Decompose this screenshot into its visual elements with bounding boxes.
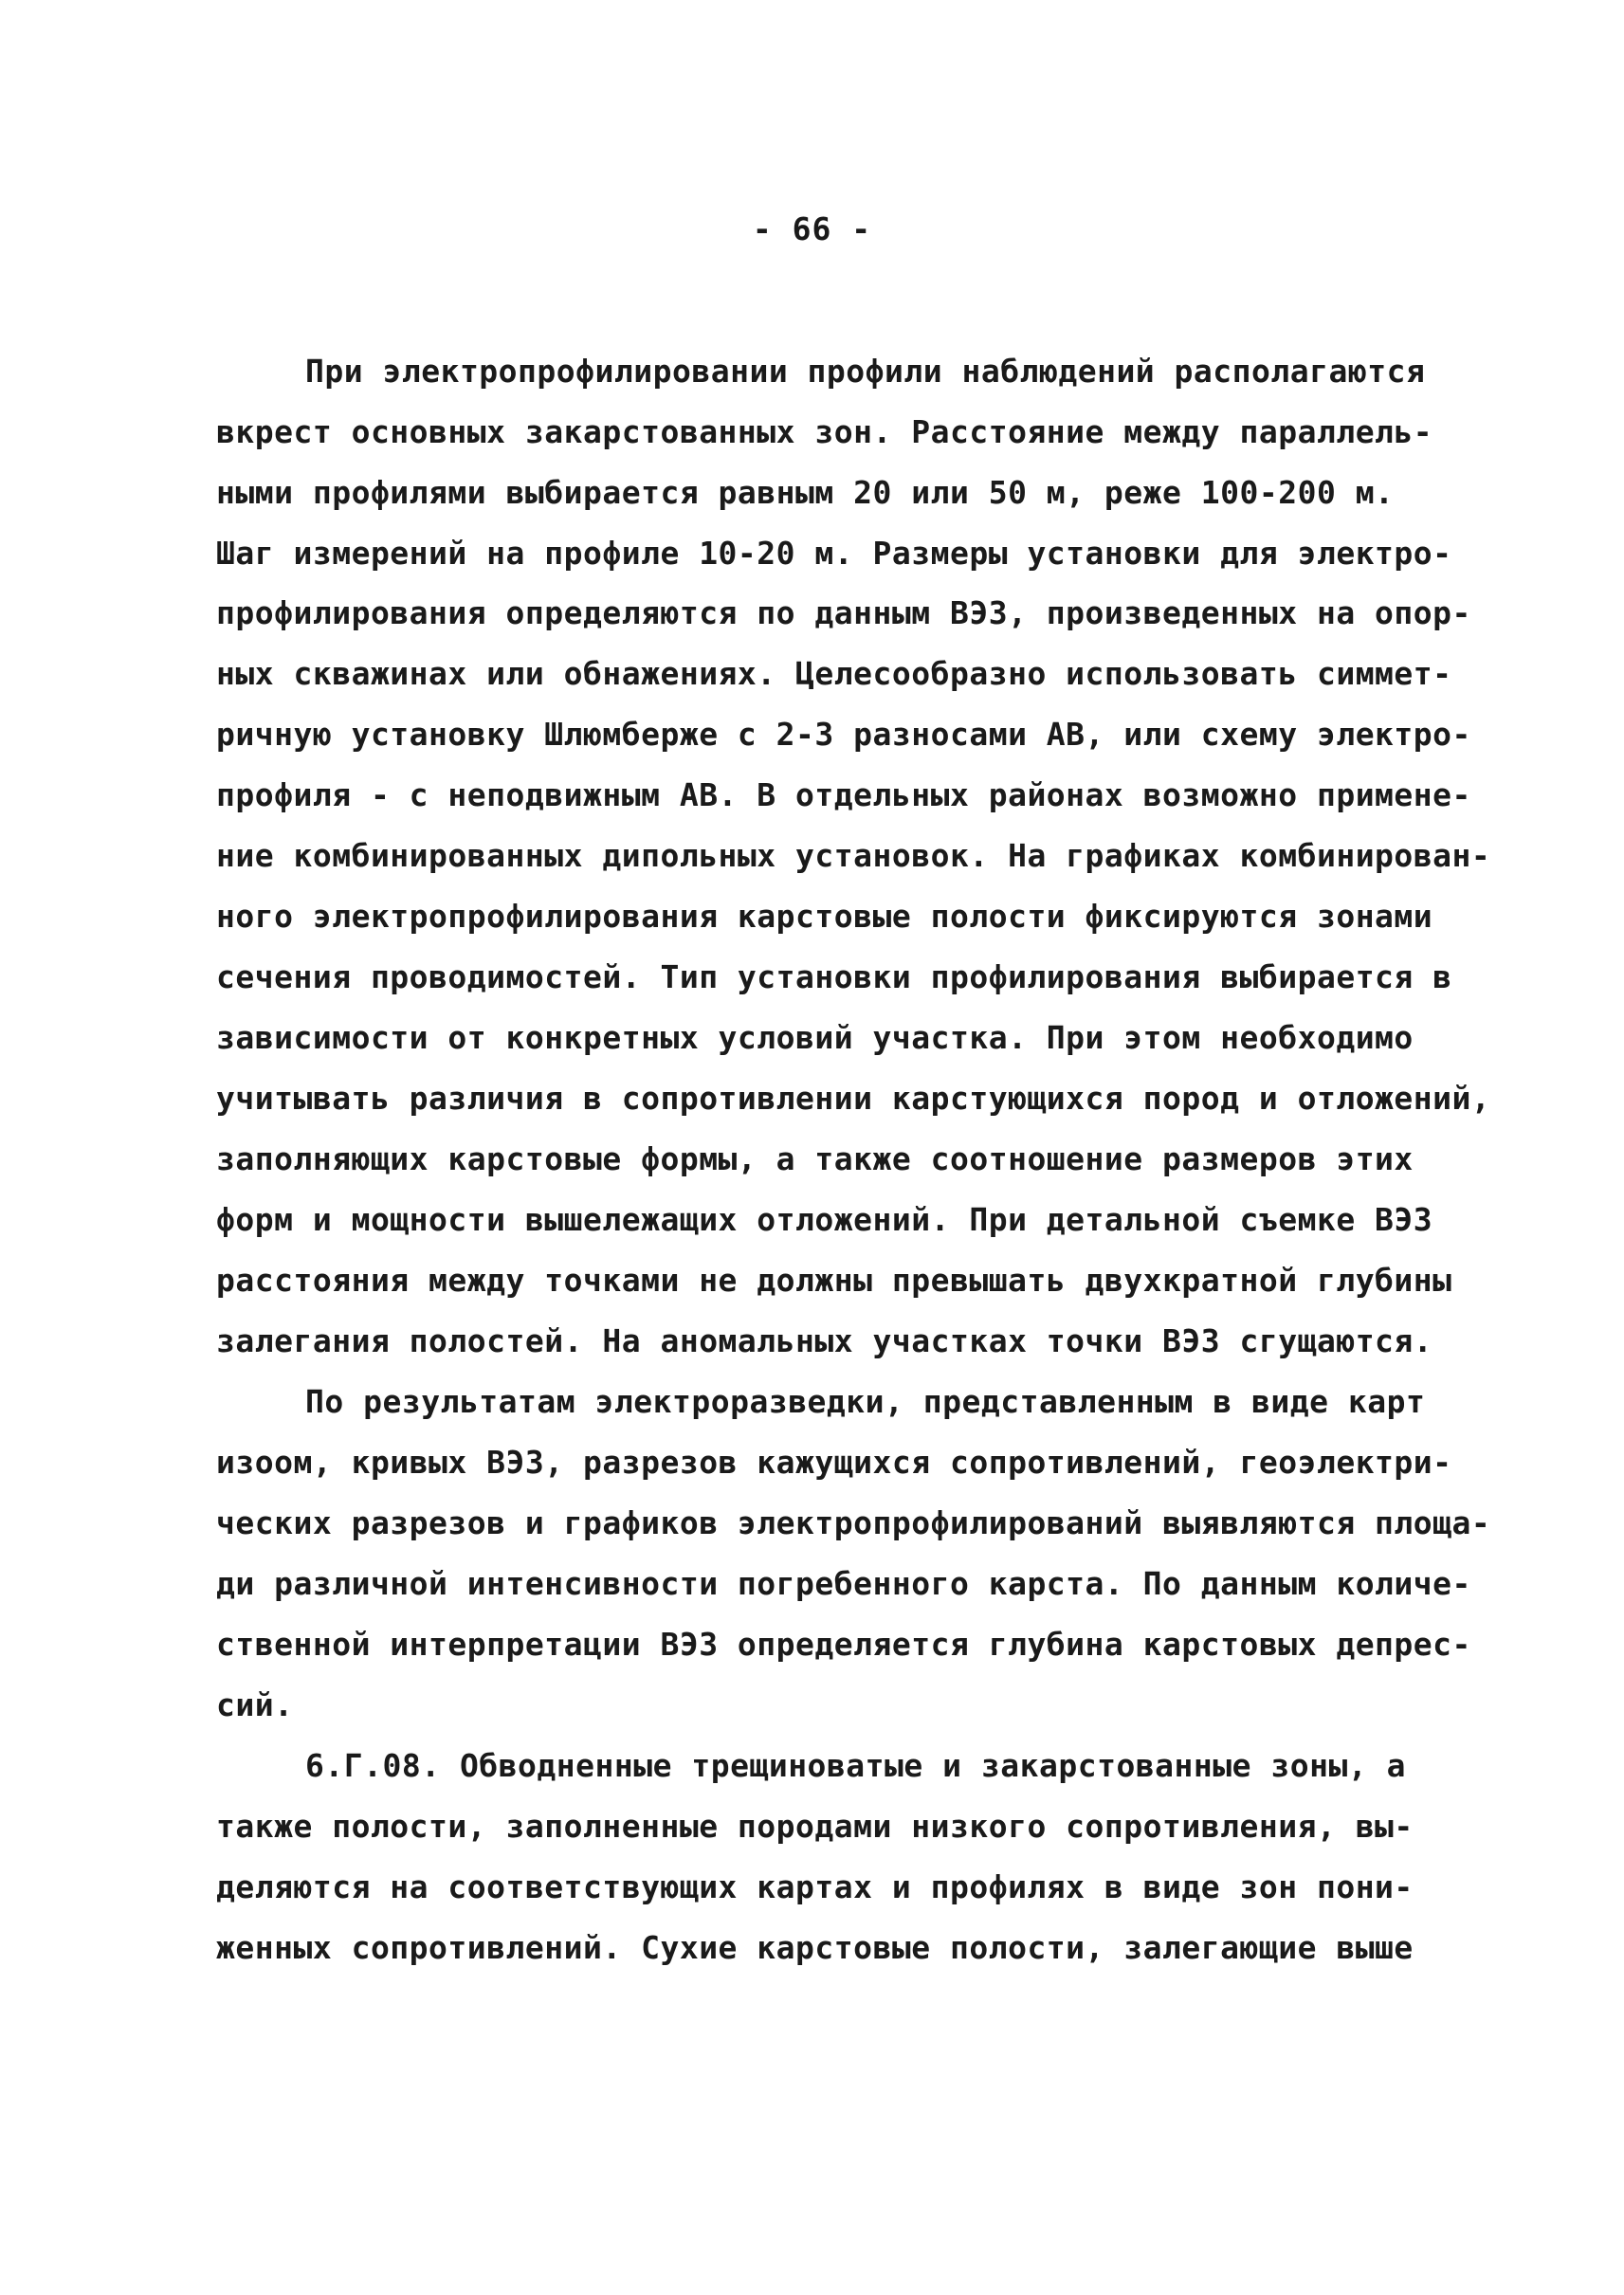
text-line: ние комбинированных дипольных установок. На графиках комбинирован- bbox=[216, 837, 1491, 874]
text-line: заполняющих карстовые формы, а также соотношение размеров этих bbox=[216, 1140, 1414, 1177]
text-line: По результатам электроразведки, представленным в виде карт bbox=[305, 1383, 1426, 1420]
page-number: - 66 - bbox=[752, 210, 872, 247]
text-line: ных скважинах или обнажениях. Целесообразно использовать симмет- bbox=[216, 655, 1452, 692]
text-line: ного электропрофилирования карстовые полости фиксируются зонами bbox=[216, 898, 1433, 935]
text-line: вкрест основных закарстованных зон. Расстояние между параллель- bbox=[216, 413, 1433, 450]
text-line: также полости, заполненные породами низкого сопротивления, вы- bbox=[216, 1808, 1414, 1845]
text-line: При электропрофилировании профили наблюдений располагаются bbox=[305, 353, 1426, 390]
text-line: форм и мощности вышележащих отложений. При детальной съемке ВЭЗ bbox=[216, 1201, 1433, 1238]
text-line: деляются на соответствующих картах и профилях в виде зон пони- bbox=[216, 1868, 1414, 1905]
text-line: 6.Г.08. Обводненные трещиноватые и закарстованные зоны, а bbox=[305, 1747, 1406, 1784]
text-line: ственной интерпретации ВЭЗ определяется глубина карстовых депрес- bbox=[216, 1626, 1471, 1663]
text-line: профилирования определяются по данным ВЭЗ, произведенных на опор- bbox=[216, 594, 1471, 631]
text-line: расстояния между точками не должны превышать двухкратной глубины bbox=[216, 1262, 1452, 1299]
text-line: учитывать различия в сопротивлении карстующихся пород и отложений, bbox=[216, 1080, 1491, 1117]
text-line: ными профилями выбирается равным 20 или 50 м, реже 100-200 м. bbox=[216, 474, 1395, 511]
text-line: изоом, кривых ВЭЗ, разрезов кажущихся сопротивлений, геоэлектри- bbox=[216, 1444, 1452, 1481]
text-line: зависимости от конкретных условий участка. При этом необходимо bbox=[216, 1019, 1414, 1056]
text-line: ричную установку Шлюмберже с 2-3 разносами АВ, или схему электро- bbox=[216, 716, 1471, 753]
text-line: ди различной интенсивности погребенного карста. По данным количе- bbox=[216, 1565, 1471, 1602]
text-line: Шаг измерений на профиле 10-20 м. Размеры установки для электро- bbox=[216, 535, 1452, 572]
text-line: залегания полостей. На аномальных участках точки ВЭЗ сгущаются. bbox=[216, 1322, 1433, 1359]
text-line: профиля - с неподвижным АВ. В отдельных районах возможно примене- bbox=[216, 776, 1471, 813]
text-line: женных сопротивлений. Сухие карстовые полости, залегающие выше bbox=[216, 1929, 1414, 1966]
text-line: сечения проводимостей. Тип установки профилирования выбирается в bbox=[216, 958, 1452, 995]
text-line: ческих разрезов и графиков электропрофилирований выявляются площа- bbox=[216, 1504, 1491, 1541]
text-line: сий. bbox=[216, 1686, 294, 1723]
